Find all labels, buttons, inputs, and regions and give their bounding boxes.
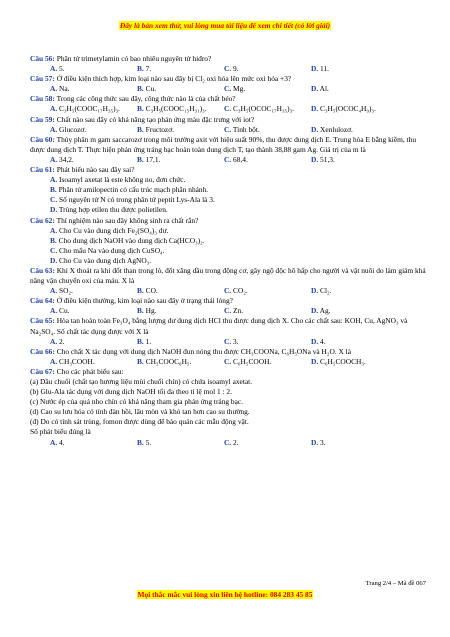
option-text: Cho Cu vào dung dịch AgNO₃. bbox=[59, 255, 152, 265]
answer-options-row bbox=[50, 337, 426, 347]
option-text: Glucozơ. bbox=[59, 124, 87, 134]
answer-options-row bbox=[50, 438, 426, 448]
answer-option bbox=[50, 125, 137, 135]
option-text: Cl₂. bbox=[320, 286, 332, 296]
answer-option bbox=[50, 185, 426, 195]
option-label: C. bbox=[224, 437, 232, 447]
option-text: Cu. bbox=[145, 84, 157, 94]
answer-options-row bbox=[50, 357, 426, 367]
option-text: 4. bbox=[59, 437, 65, 447]
question-text: Phân tử trimetylamin có bao nhiêu nguyên tử hiđro? bbox=[56, 54, 212, 63]
answer-options-row bbox=[50, 125, 426, 135]
option-text: C₃H₅(OCOC₄H₉)₃. bbox=[320, 104, 376, 114]
hotline-footer bbox=[0, 590, 450, 599]
answer-option bbox=[137, 155, 224, 165]
option-label: D. bbox=[311, 437, 319, 447]
answer-option bbox=[224, 125, 311, 135]
answer-option bbox=[50, 155, 137, 165]
answer-option bbox=[311, 64, 398, 74]
question-stem bbox=[30, 216, 426, 226]
answer-option bbox=[137, 84, 224, 94]
option-label: A. bbox=[50, 306, 58, 316]
question-stem bbox=[30, 54, 426, 64]
question-stem bbox=[30, 347, 426, 357]
option-text: 51,3. bbox=[320, 154, 335, 164]
answer-option bbox=[137, 64, 224, 74]
option-text: Trùng hợp etilen thu được polietilen. bbox=[58, 205, 168, 215]
answer-option bbox=[224, 357, 311, 367]
option-label: B. bbox=[137, 104, 144, 114]
answer-option bbox=[224, 64, 311, 74]
answer-option bbox=[137, 337, 224, 347]
option-text: 2. bbox=[59, 336, 65, 346]
option-text: Fructozơ. bbox=[145, 124, 174, 134]
question-number: Câu 62: bbox=[30, 215, 55, 225]
question-number: Câu 57: bbox=[30, 74, 55, 84]
option-text: CO. bbox=[145, 286, 158, 296]
answer-option bbox=[137, 104, 224, 114]
option-label: C. bbox=[50, 195, 58, 205]
answer-option bbox=[50, 226, 426, 236]
answer-option bbox=[50, 175, 426, 185]
option-text: 1. bbox=[145, 336, 152, 346]
option-text: 3. bbox=[233, 336, 239, 346]
option-label: A. bbox=[50, 104, 58, 114]
option-label: D. bbox=[311, 104, 319, 114]
question-text: Ở điều kiện thường, kim loại nào sau đây ở trạng thái lỏng? bbox=[56, 296, 233, 306]
option-text: C₃H₅(COOC₁₇H₃₅)₃. bbox=[59, 104, 120, 114]
answer-option bbox=[50, 205, 426, 215]
option-text: Na. bbox=[59, 84, 70, 94]
answer-option bbox=[224, 337, 311, 347]
question-number: Câu 65: bbox=[30, 316, 55, 326]
answer-option bbox=[137, 306, 224, 316]
option-text: Ag. bbox=[319, 306, 331, 316]
option-label: A. bbox=[50, 437, 58, 447]
answer-option bbox=[50, 306, 137, 316]
option-label: C. bbox=[224, 306, 232, 316]
option-label: B. bbox=[50, 235, 57, 245]
statement-line: (d) Cao su lưu hóa có tính đàn hồi, lâu mòn và khó tan hơn cao su thường. bbox=[30, 407, 250, 417]
option-label: A. bbox=[50, 356, 58, 366]
option-label: B. bbox=[137, 336, 144, 346]
answer-options-row bbox=[50, 104, 426, 114]
option-text: C₆H₅COOH. bbox=[233, 356, 272, 366]
option-text: Tinh bột. bbox=[232, 124, 260, 134]
question-stem bbox=[30, 94, 426, 104]
question-text: Phát biểu nào sau đây sai? bbox=[56, 165, 135, 175]
answer-option bbox=[311, 286, 398, 296]
question-stem bbox=[30, 74, 426, 84]
answer-option bbox=[50, 357, 137, 367]
option-text: Al. bbox=[319, 84, 329, 94]
option-text: SO₂. bbox=[59, 286, 73, 296]
option-label: A. bbox=[50, 64, 58, 74]
hotline-text: Mọi thắc mắc vui lòng xin liên hệ hotline: 084 283 45 85 bbox=[137, 590, 313, 599]
answer-options-row bbox=[50, 155, 426, 165]
statement-line: (đ) Do có tính sát trùng, fomon được dùng để bảo quản các mẫu động vật. bbox=[30, 417, 249, 427]
option-label: D. bbox=[311, 124, 319, 134]
question-number: Câu 59: bbox=[30, 114, 55, 124]
option-label: B. bbox=[137, 437, 144, 447]
option-label: D. bbox=[311, 84, 319, 94]
statement-line: (c) Nước ép của quả nho chín có khả năng tham gia phản ứng tráng bạc. bbox=[30, 397, 244, 407]
option-label: C. bbox=[224, 84, 232, 94]
question-stem bbox=[30, 135, 426, 155]
question-text: Khí X thoát ra khi đốt than trong lò, đốt xăng dầu trong động cơ, gây ngộ độc hô hấp cho người và vật nuôi do làm giảm khả năng vận chuyển oxi của máu. X là bbox=[30, 265, 426, 286]
answer-option bbox=[311, 155, 398, 165]
answer-options-row bbox=[50, 84, 426, 94]
question-number: Câu 67: bbox=[30, 366, 55, 376]
option-label: D. bbox=[50, 205, 58, 215]
answer-option bbox=[50, 246, 426, 256]
question-list bbox=[30, 54, 426, 448]
option-label: D. bbox=[50, 255, 58, 265]
answer-option bbox=[50, 84, 137, 94]
option-text: Mg. bbox=[233, 84, 246, 94]
answer-options-row bbox=[50, 286, 426, 296]
answer-option bbox=[224, 438, 311, 448]
answer-option bbox=[50, 64, 137, 74]
answer-option bbox=[50, 286, 137, 296]
question-stem bbox=[30, 367, 426, 377]
option-label: D. bbox=[311, 306, 319, 316]
option-label: C. bbox=[224, 356, 232, 366]
option-text: C₃H₅(OCOC₁₇H₃₅)₃. bbox=[233, 104, 294, 114]
option-text: C₃H₅(COOC₁₅H₃₁)₃. bbox=[145, 104, 207, 114]
option-label: C. bbox=[224, 336, 232, 346]
question-number: Câu 61: bbox=[30, 165, 55, 175]
question-text: Thí nghiệm nào sau đây không sinh ra chất rắn? bbox=[56, 215, 199, 225]
option-text: 4. bbox=[320, 336, 326, 346]
option-label: B. bbox=[137, 64, 144, 74]
option-text: Hg. bbox=[145, 306, 157, 316]
option-label: B. bbox=[137, 286, 144, 296]
option-text: Cho Cu vào dung dịch Fe₂(SO₄)₃ dư. bbox=[59, 225, 169, 235]
preview-banner-text: Đây là bản xem thử, vui lòng mua tài liệu để xem chi tiết (có lời giải) bbox=[119, 21, 331, 30]
question-stem bbox=[30, 165, 426, 175]
option-label: C. bbox=[224, 286, 232, 296]
question-number: Câu 58: bbox=[30, 94, 55, 104]
option-text: Cu. bbox=[59, 306, 70, 316]
option-text: Cho dung dịch NaOH vào dung dịch Ca(HCO₃)₂. bbox=[58, 235, 205, 245]
statement-line: Số phát biểu đúng là bbox=[30, 427, 91, 437]
answer-option bbox=[311, 357, 398, 367]
question-text: Chất nào sau đây có khả năng tạo phản ứng màu đặc trưng với iot? bbox=[56, 114, 255, 124]
option-label: A. bbox=[50, 225, 58, 235]
answer-option bbox=[50, 337, 137, 347]
answer-option bbox=[224, 155, 311, 165]
option-label: C. bbox=[224, 64, 232, 74]
question-text: Trong các công thức sau đây, công thức nào là của chất béo? bbox=[56, 94, 236, 104]
option-label: C. bbox=[224, 104, 232, 114]
option-text: 5. bbox=[59, 64, 65, 74]
answer-option bbox=[50, 438, 137, 448]
option-label: D. bbox=[311, 64, 319, 74]
answer-option bbox=[311, 84, 398, 94]
question-stem bbox=[30, 115, 426, 125]
question-stem bbox=[30, 296, 426, 306]
option-label: A. bbox=[50, 84, 58, 94]
question-number: Câu 63: bbox=[30, 265, 55, 275]
answer-option bbox=[224, 84, 311, 94]
question-text: Hòa tan hoàn toàn Fe₃O₄ bằng lượng dư dung dịch HCl thu được dung dịch X. Cho các chất sau: KOH, Cu, AgNO₃ và Na₂SO₄. Số chất tác dụng được với X là bbox=[30, 316, 408, 336]
answer-option bbox=[224, 104, 311, 114]
option-label: C. bbox=[224, 154, 232, 164]
answer-options-row bbox=[50, 64, 426, 74]
option-label: B. bbox=[50, 185, 57, 195]
option-text: Isoamyl axetat là este không no, đơn chức. bbox=[59, 175, 186, 185]
option-label: A. bbox=[50, 154, 58, 164]
option-label: B. bbox=[137, 84, 144, 94]
answer-option bbox=[311, 125, 398, 135]
option-label: B. bbox=[137, 306, 144, 316]
option-label: B. bbox=[137, 124, 144, 134]
answer-option bbox=[224, 286, 311, 296]
option-text: Số nguyên tử N có trong phân tử peptit Lys-Ala là 3. bbox=[59, 195, 215, 205]
question-number: Câu 60: bbox=[30, 134, 55, 144]
option-label: A. bbox=[50, 336, 58, 346]
statement-line: (a) Dầu chuối (chất tạo hương liệu mùi chuối chín) có chứa isoamyl axetat. bbox=[30, 377, 253, 386]
question-number: Câu 64: bbox=[30, 296, 55, 306]
option-label: D. bbox=[311, 154, 319, 164]
option-text: 11. bbox=[320, 64, 330, 74]
option-label: B. bbox=[137, 356, 144, 366]
question-number: Câu 66: bbox=[30, 346, 55, 356]
option-text: CH₃COOC₆H₅. bbox=[145, 356, 192, 366]
option-label: C. bbox=[224, 124, 232, 134]
page-number: Trang 2/4 – Mã đề 067 bbox=[365, 580, 426, 587]
option-text: 34,2. bbox=[59, 154, 74, 164]
option-text: Phân tử amilopectin có cấu trúc mạch phân nhánh. bbox=[58, 185, 209, 195]
answer-option bbox=[50, 256, 426, 266]
answer-option bbox=[311, 104, 398, 114]
answer-option bbox=[311, 337, 398, 347]
option-label: D. bbox=[311, 286, 319, 296]
option-text: 7. bbox=[145, 64, 152, 74]
answer-option bbox=[50, 104, 137, 114]
answer-option bbox=[137, 357, 224, 367]
question-text: Cho các phát biểu sau: bbox=[56, 366, 124, 376]
answer-option bbox=[50, 195, 426, 205]
option-text: Zn. bbox=[233, 306, 244, 316]
option-text: 68,4. bbox=[233, 154, 248, 164]
answer-option bbox=[50, 236, 426, 246]
answer-option bbox=[137, 286, 224, 296]
answer-options-row bbox=[50, 306, 426, 316]
option-label: D. bbox=[311, 336, 319, 346]
option-label: D. bbox=[311, 356, 319, 366]
question-text: Thủy phân m gam saccarozơ trong môi trường axit với hiệu suất 90%, thu được dung dịch E. Trung hòa E bằng kiềm, thu được dung dịch T. Thực hiện phản ứng tráng bạc hoàn toàn dung dịch T, tạo thành 38,88 gam Ag. Giá trị của m là bbox=[30, 134, 417, 154]
question-number: Câu 56: bbox=[30, 54, 55, 63]
answer-option bbox=[311, 438, 398, 448]
option-label: C. bbox=[50, 245, 58, 255]
question-stem bbox=[30, 316, 426, 336]
option-text: 5. bbox=[145, 437, 152, 447]
question-stem bbox=[30, 266, 426, 286]
answer-option bbox=[224, 306, 311, 316]
option-text: Xenlulozơ. bbox=[320, 124, 353, 134]
option-text: 3. bbox=[320, 437, 326, 447]
answer-option bbox=[311, 306, 398, 316]
answer-option bbox=[137, 438, 224, 448]
question-text: Ở điều kiện thích hợp, kim loại nào sau đây bị Cl₂ oxi hóa lên mức oxi hóa +3? bbox=[56, 74, 292, 84]
option-text: C₆H₅COOCH₃. bbox=[320, 356, 366, 366]
option-label: B. bbox=[137, 154, 144, 164]
option-label: A. bbox=[50, 124, 58, 134]
option-text: 17,1. bbox=[145, 154, 161, 164]
question-text: Cho chất X tác dụng với dung dịch NaOH đun nóng thu được CH₃COONa, C₆H₅ONa và H₂O. X là bbox=[56, 346, 352, 356]
option-text: Cho mẩu Na vào dung dịch CuSO₄. bbox=[59, 245, 165, 255]
answer-option bbox=[137, 125, 224, 135]
option-text: 2. bbox=[233, 437, 239, 447]
option-text: CH₃COOH. bbox=[59, 356, 95, 366]
option-label: A. bbox=[50, 175, 58, 185]
option-label: A. bbox=[50, 286, 58, 296]
statement-line: (b) Glu-Ala tác dụng với dung dịch NaOH tối đa theo tỉ lệ mol 1 : 2. bbox=[30, 387, 232, 397]
option-text: CO₂. bbox=[233, 286, 248, 296]
option-text: 9. bbox=[233, 64, 239, 74]
preview-banner bbox=[0, 21, 450, 30]
